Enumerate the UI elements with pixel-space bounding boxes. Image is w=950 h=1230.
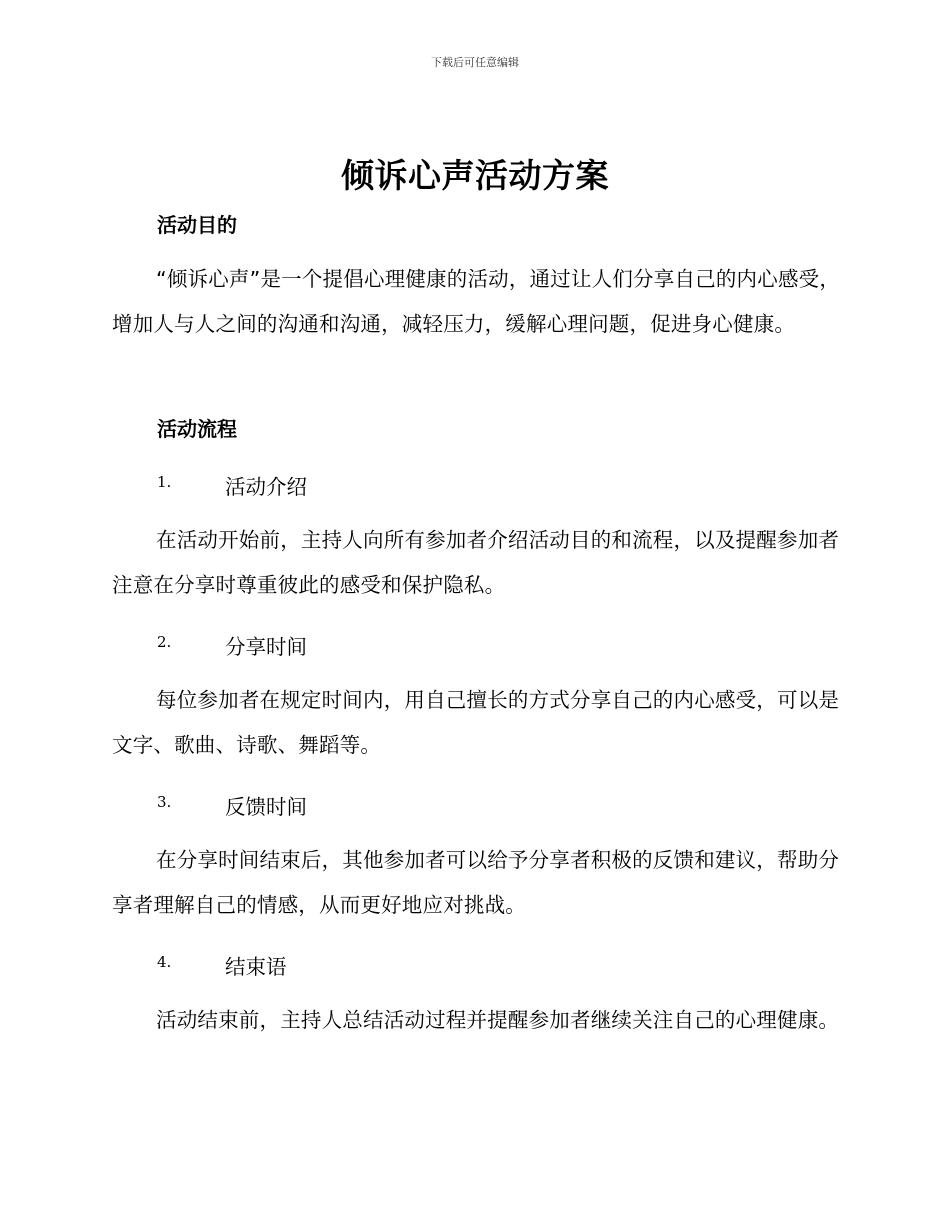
section-heading-process: 活动流程 [157, 417, 237, 441]
step-label: 反馈时间 [225, 795, 307, 819]
purpose-paragraph: “倾诉心声”是一个提倡心理健康的活动，通过让人们分享自己的内心感受，增加人与人之间的沟通和沟通，减轻压力，缓解心理问题，促进身心健康。 [112, 267, 841, 336]
step-number: 3. [157, 793, 172, 811]
step-number: 2. [157, 633, 172, 651]
step-label: 结束语 [225, 955, 287, 979]
step-paragraph: 每位参加者在规定时间内，用自己擅长的方式分享自己的内心感受，可以是文字、歌曲、诗歌、舞蹈等。 [112, 688, 840, 757]
document-title: 倾诉心声活动方案 [341, 156, 609, 195]
step-number: 1. [157, 473, 172, 491]
step-paragraph: 在活动开始前，主持人向所有参加者介绍活动目的和流程，以及提醒参加者注意在分享时尊重彼此的感受和保护隐私。 [112, 528, 840, 597]
step-paragraph: 在分享时间结束后，其他参加者可以给予分享者积极的反馈和建议，帮助分享者理解自己的情感，从而更好地应对挑战。 [112, 848, 840, 917]
step-paragraph: 活动结束前，主持人总结活动过程并提醒参加者继续关注自己的心理健康。 [156, 1008, 840, 1032]
step-label: 分享时间 [225, 635, 307, 659]
section-heading-purpose: 活动目的 [157, 213, 237, 237]
step-label: 活动介绍 [225, 475, 307, 499]
step-number: 4. [157, 953, 172, 971]
header-note: 下载后可任意编辑 [431, 56, 519, 69]
